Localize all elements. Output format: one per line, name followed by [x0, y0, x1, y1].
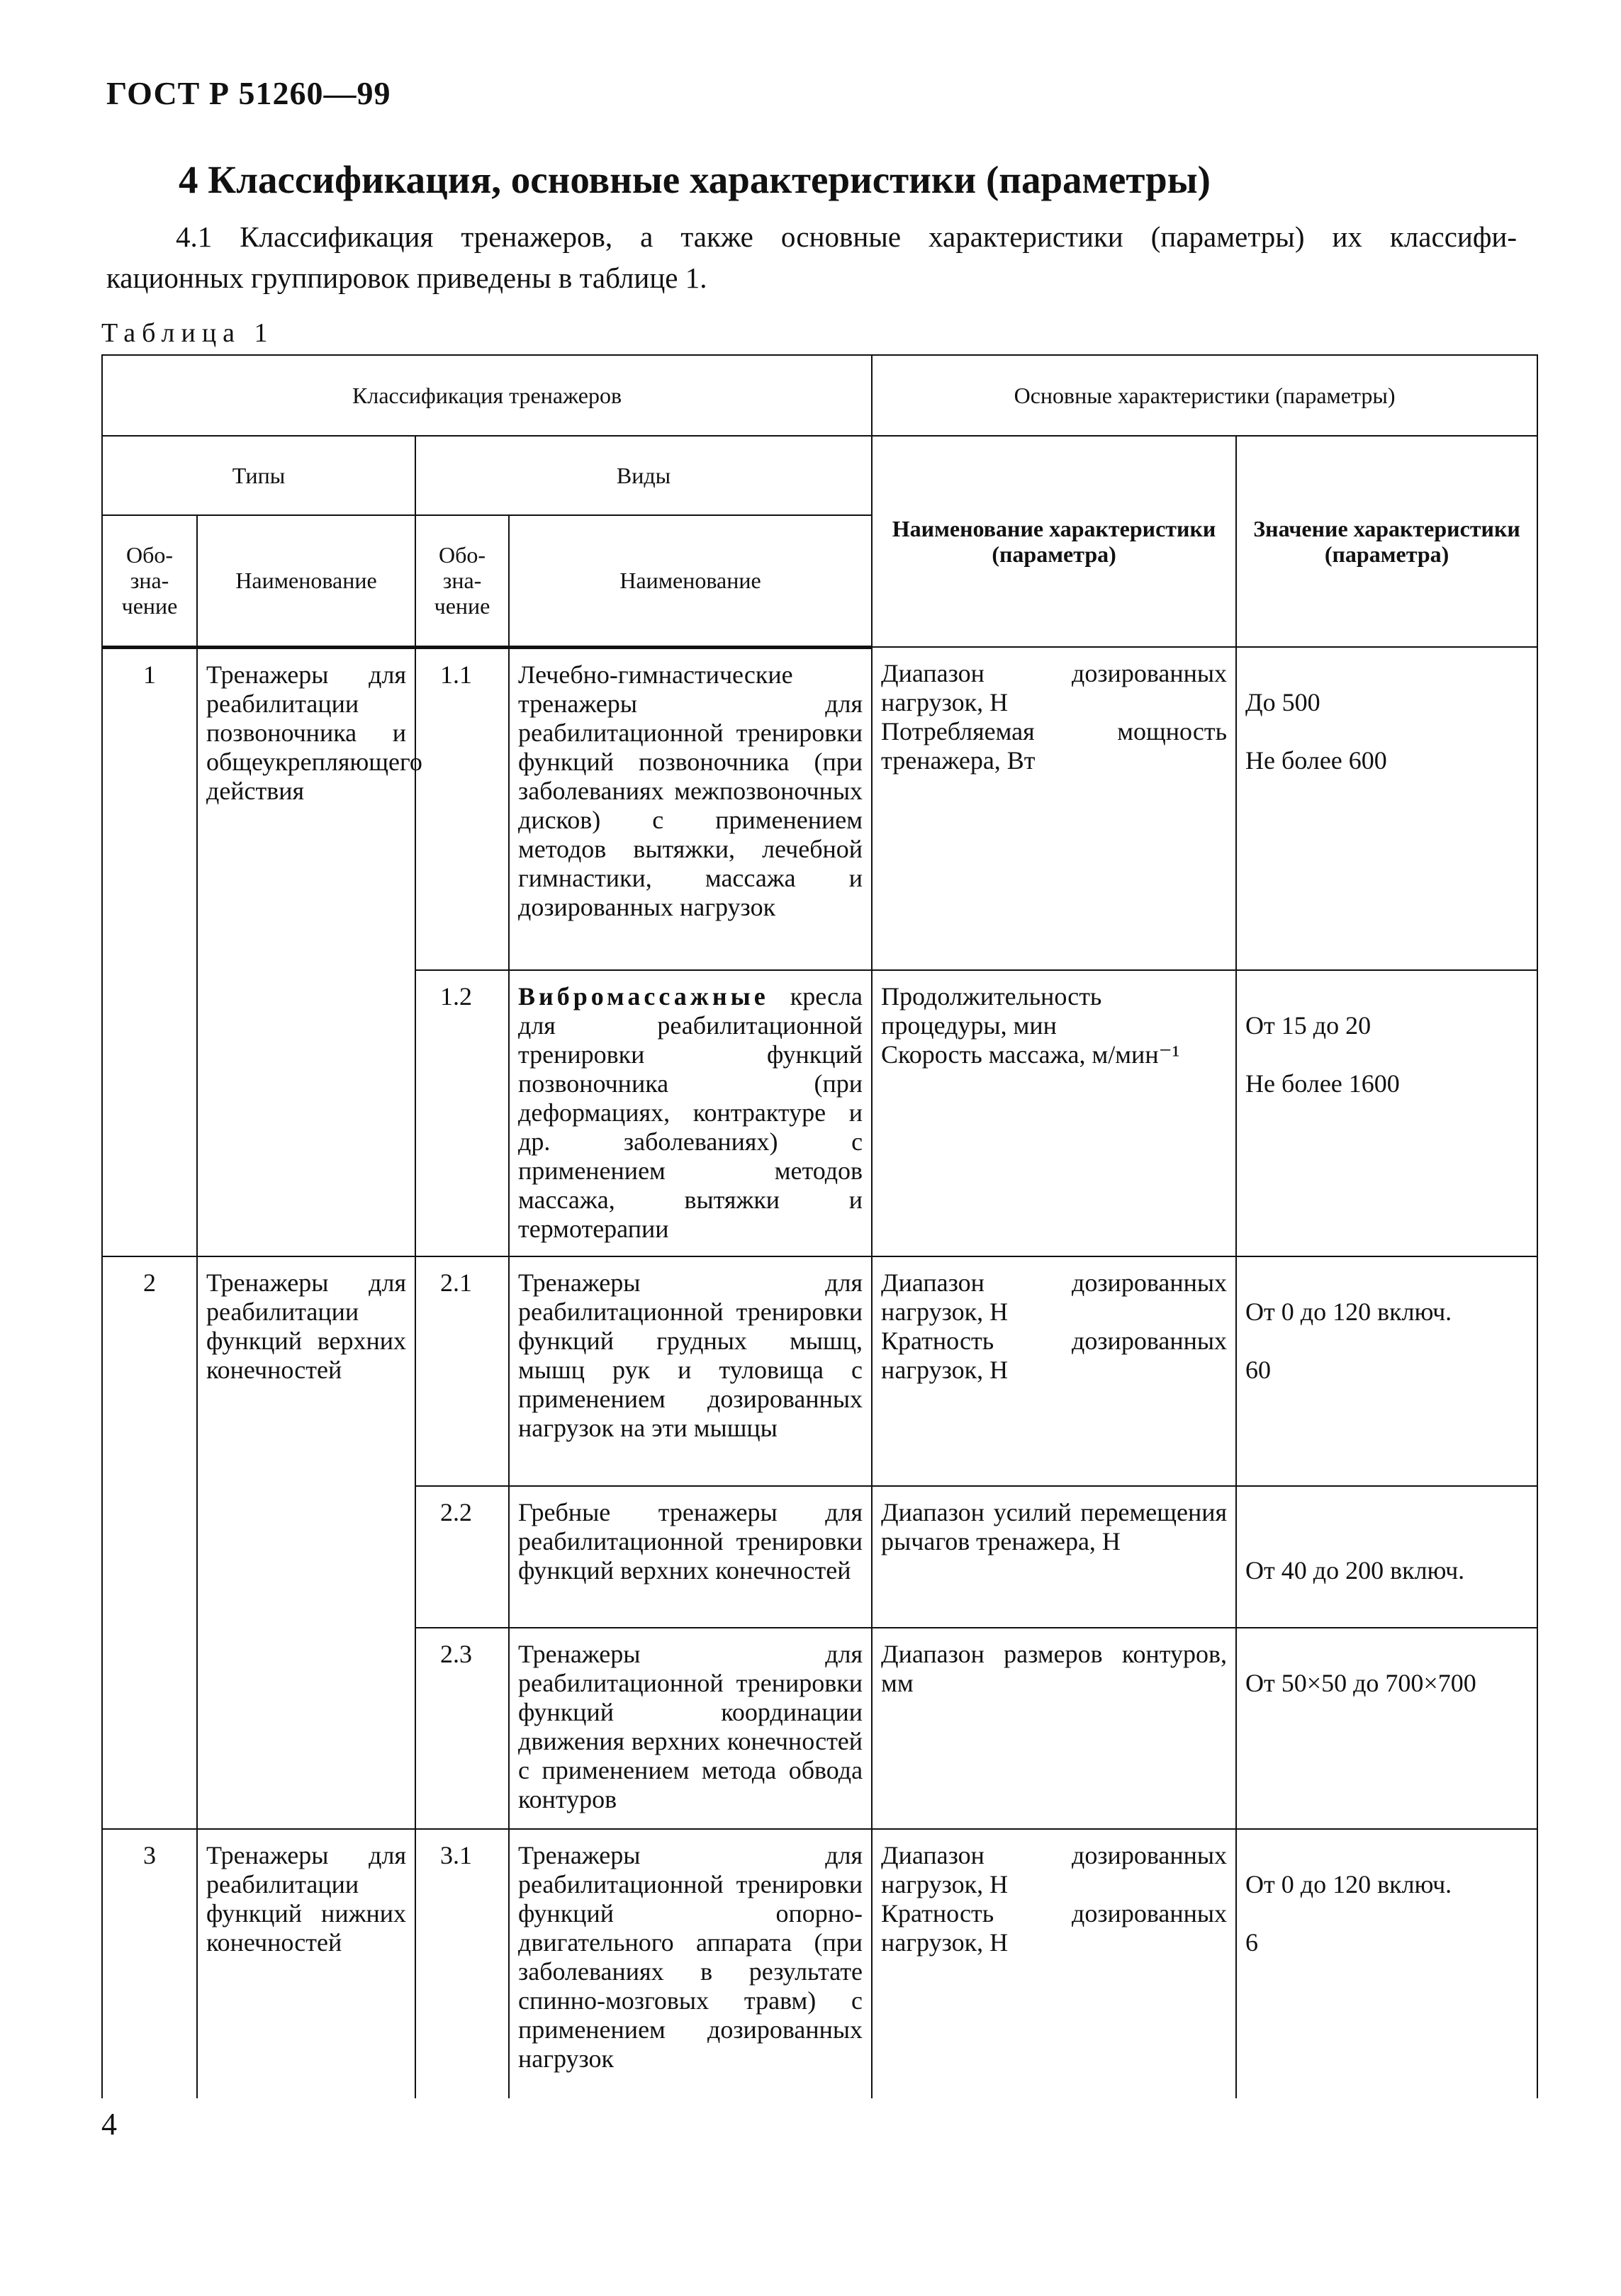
header-type-designation: Обо- зна- чение [102, 515, 197, 647]
type-name-cell: Тренажеры для реабилитации позвоночника и общеукрепляющего действия [197, 647, 415, 1256]
table-label: Таблица 1 [101, 318, 274, 348]
type-code-cell: 1 [102, 647, 197, 1256]
char-value-line: От 0 до 120 включ. [1245, 1298, 1452, 1326]
char-value-line: 6 [1245, 1928, 1259, 1957]
kind-name-cell [509, 970, 872, 1256]
kind-code-cell: 2.3 [415, 1628, 509, 1829]
type-name-cell: Тренажеры для реабилитации функций нижних конечностей [197, 1829, 415, 2098]
char-value-cell [1236, 1486, 1537, 1628]
char-value-line: 60 [1245, 1356, 1272, 1384]
char-value-line: От 40 до 200 включ. [1245, 1556, 1465, 1585]
char-value-cell [1236, 1628, 1537, 1829]
char-value-line: От 15 до 20 [1245, 1011, 1372, 1040]
intro-line-1: 4.1 Классификация тренажеров, а также основные характеристики (параметры) их классифи- [176, 220, 1517, 253]
header-types: Типы [102, 436, 415, 515]
kind-name-cell: Тренажеры для реабилитационной тренировки функций опорно-двигательного аппарата (при заболеваниях в результате спинно-мозговых травм) с применением дозированных нагрузок [509, 1829, 872, 2098]
char-value-cell [1236, 647, 1537, 970]
char-value-cell [1236, 970, 1537, 1256]
type-name-cell: Тренажеры для реабилитации функций верхних конечностей [197, 1256, 415, 1829]
char-name-line: Диапазон дозированных нагрузок, Н [881, 1268, 1228, 1326]
char-name-cell [872, 1486, 1236, 1628]
intro-paragraph [106, 216, 1517, 298]
char-value-line: От 50×50 до 700×700 [1245, 1669, 1476, 1697]
kind-name-cell: Лечебно-гимнастические тренажеры для реабилитационной тренировки функций позвоночника (при заболеваниях межпозвоночных дисков) с применением методов вытяжки, лечебной гимнастики, массажа и дозированных нагрузок [509, 647, 872, 970]
table-row [102, 647, 1537, 970]
kind-name-cell: Тренажеры для реабилитационной тренировки функций координации движения верхних конечностей с применением метода обвода контуров [509, 1628, 872, 1829]
header-kind-designation: Обо- зна- чение [415, 515, 509, 647]
char-name-line: Диапазон дозированных нагрузок, Н [881, 659, 1228, 716]
char-name-cell [872, 1256, 1236, 1486]
kind-name-text: кресла для реабилитационной тренировки функций позвоночника (при деформациях, контрактуре и др. заболеваниях) с применением методов массажа, вытяжки и термотерапии [518, 982, 863, 1243]
intro-line-2: кационных группировок приведены в таблице 1. [106, 261, 707, 294]
header-classification: Классификация тренажеров [102, 355, 872, 436]
char-value-line: От 0 до 120 включ. [1245, 1870, 1452, 1898]
char-name-cell [872, 647, 1236, 970]
char-name-cell [872, 1628, 1236, 1829]
char-value-line: Не более 600 [1245, 746, 1387, 775]
type-code-cell: 2 [102, 1256, 197, 1829]
section-heading: 4 Классификация, основные характеристики (параметры) [179, 158, 1211, 201]
char-name-line: Кратность дозированных нагрузок, Н [881, 1899, 1228, 1957]
header-type-name: Наименование [197, 515, 415, 647]
char-name-line: Диапазон размеров контуров, мм [881, 1640, 1228, 1697]
header-kind-name: Наименование [509, 515, 872, 647]
header-char-name: Наименование характеристики (параметра) [872, 436, 1236, 647]
kind-code-cell: 3.1 [415, 1829, 509, 2098]
kind-code-cell: 1.2 [415, 970, 509, 1256]
header-char-value: Значение характеристики (параметра) [1236, 436, 1537, 647]
type-code-cell: 3 [102, 1829, 197, 2098]
char-name-line: Потребляемая мощность тренажера, Вт [881, 717, 1228, 775]
char-value-cell [1236, 1829, 1537, 2098]
header-kinds: Виды [415, 436, 872, 515]
char-value-line: Не более 1600 [1245, 1069, 1400, 1098]
kind-name-cell: Гребные тренажеры для реабилитационной тренировки функций верхних конечностей [509, 1486, 872, 1628]
kind-code-cell: 2.1 [415, 1256, 509, 1486]
kind-code-cell: 1.1 [415, 647, 509, 970]
char-name-line: Скорость массажа, м/мин⁻¹ [881, 1040, 1180, 1069]
table-row [102, 1256, 1537, 1486]
table-row [102, 1829, 1537, 2098]
header-main-characteristics: Основные характеристики (параметры) [872, 355, 1537, 436]
page-number: 4 [101, 2107, 117, 2142]
kind-name-cell: Тренажеры для реабилитационной тренировки функций грудных мышц, мышц рук и туловища с применением дозированных нагрузок на эти мышцы [509, 1256, 872, 1486]
char-name-line: Кратность дозированных нагрузок, Н [881, 1327, 1228, 1384]
char-name-cell [872, 970, 1236, 1256]
classification-table [101, 354, 1538, 2098]
kind-code-cell: 2.2 [415, 1486, 509, 1628]
char-value-cell [1236, 1256, 1537, 1486]
char-name-line: Продолжительность процедуры, мин [881, 982, 1102, 1040]
char-name-cell [872, 1829, 1236, 2098]
char-value-line: До 500 [1245, 688, 1320, 716]
char-name-line: Диапазон усилий перемещения рычагов тренажера, Н [881, 1498, 1228, 1555]
document-code: ГОСТ Р 51260—99 [106, 75, 391, 111]
char-name-line: Диапазон дозированных нагрузок, Н [881, 1841, 1228, 1898]
kind-name-emphasis: Вибромассажные [518, 982, 769, 1011]
